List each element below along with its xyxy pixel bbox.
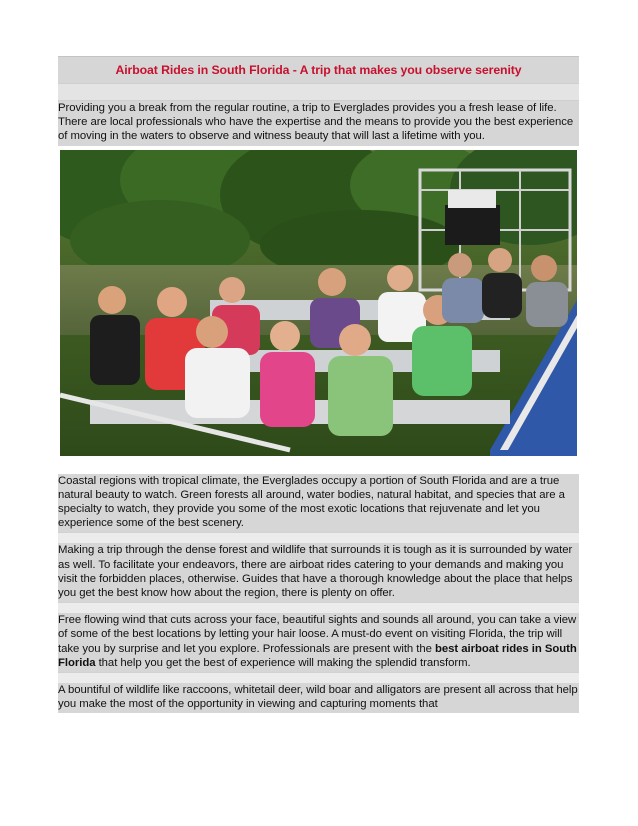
article [58, 56, 579, 713]
airboat-rides-keyword: best airboat rides in South Florida [58, 642, 577, 669]
paragraph-text: that help you get the best of experience will making the splendid transform. [95, 656, 471, 669]
title-band [58, 56, 579, 83]
paragraph-text: Free flowing wind that cuts across your face, beautiful sights and sounds all around, you can take a view of some of the best locations by letting your hair loose. A must-do event on visiting Florida, the trip will take you by surprise and let you explore. Professionals are present with the [58, 614, 577, 655]
paragraph-wind [58, 613, 579, 672]
spacer [58, 83, 579, 101]
paragraph-coastal: Coastal regions with tropical climate, the Everglades occupy a portion of South Florida and are a true natural beauty to watch. Green forests all around, water bodies, natural habitat, and species that are a specialty to watch, they provide you some of the most exotic locations that rejuvenate and let you experience some of the best scenery. [58, 474, 579, 533]
paragraph-wildlife: A bountiful of wildlife like raccoons, whitetail deer, wild boar and alligators are present all across that help you make the most of the opportunity in viewing and capturing moments that [58, 683, 579, 713]
airboat-tour-image [60, 150, 577, 456]
spacer [58, 602, 579, 613]
spacer [58, 672, 579, 683]
airboat-photo [60, 150, 577, 456]
intro-paragraph: Providing you a break from the regular routine, a trip to Everglades provides you a fresh lease of life. There are local professionals who have the expertise and the means to provide you the best experience of moving in the waters to observe and witness beauty that will last a lifetime with you. [58, 101, 579, 146]
article-title: Airboat Rides in South Florida - A trip that makes you observe serenity [115, 63, 522, 77]
spacer [58, 532, 579, 543]
paragraph-forest: Making a trip through the dense forest and wildlife that surrounds it is tough as it is surrounded by water as well. To facilitate your endeavors, there are airboat rides catering to your demands and making you visit the forbidden places, otherwise. Guides that have a thorough knowledge about the place that helps you get the best know how about the region, there is plenty on offer. [58, 543, 579, 602]
